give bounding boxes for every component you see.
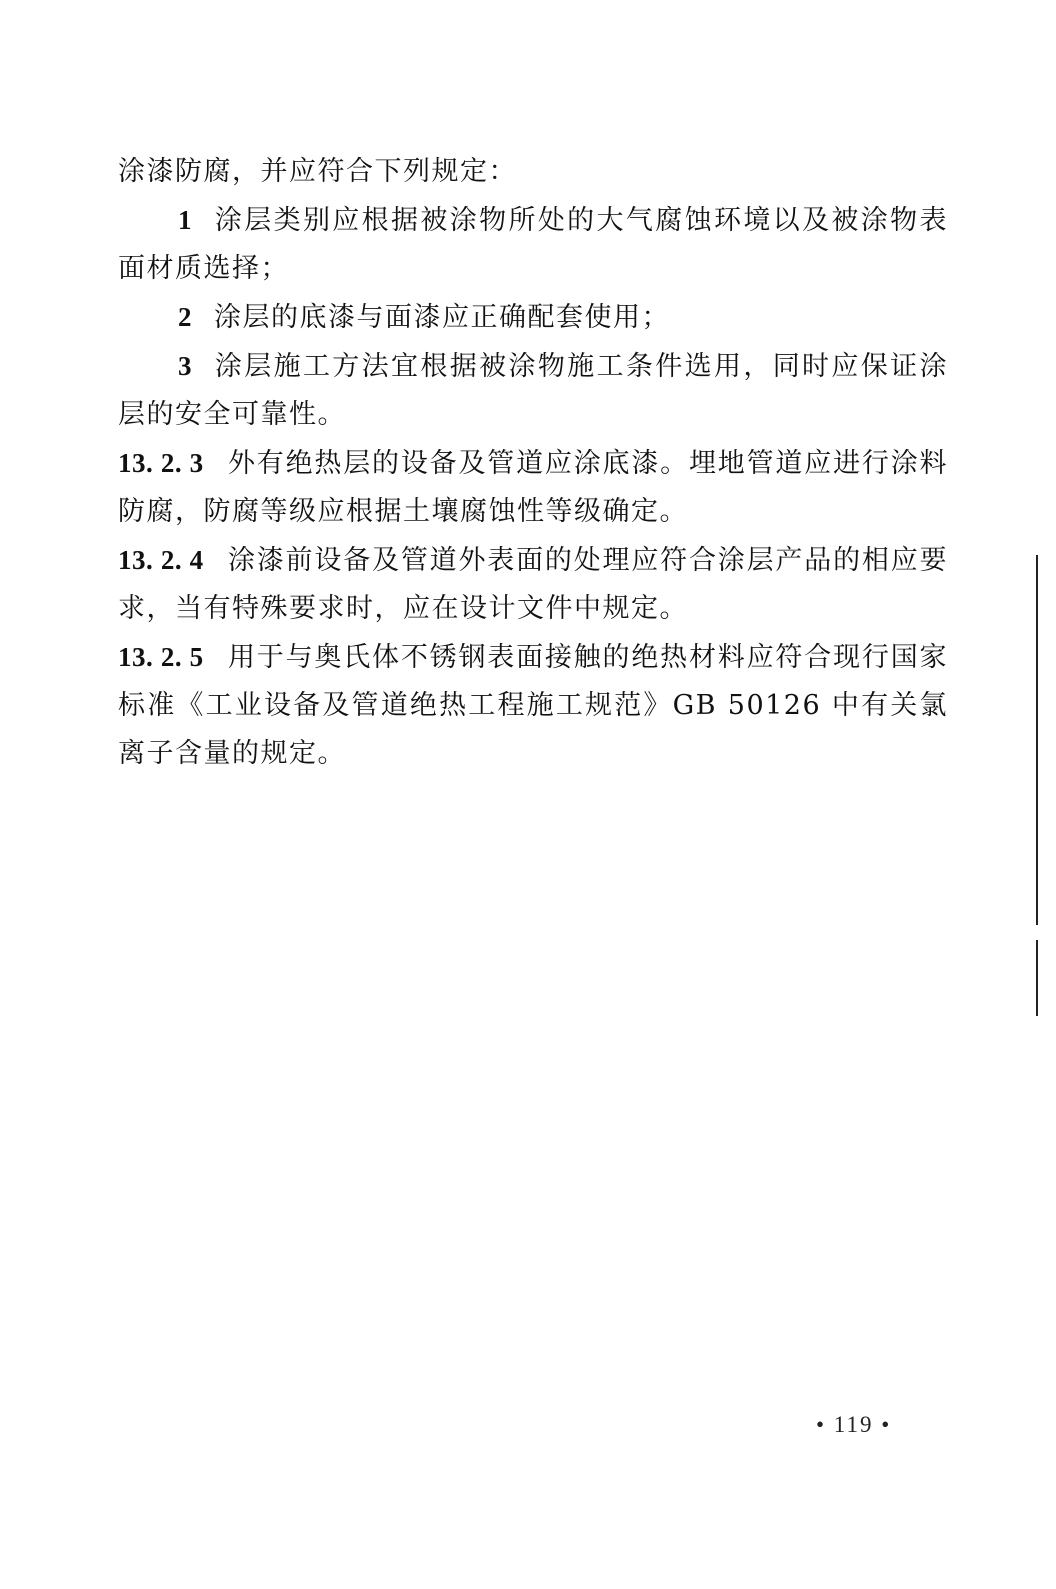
clause-13-2-5 bbox=[118, 633, 948, 778]
scan-edge-line-lower bbox=[1036, 940, 1038, 1016]
clause-13-2-5-number: 13. 2. 5 bbox=[118, 642, 204, 672]
clause-13-2-4-text: 涂漆前设备及管道外表面的处理应符合涂层产品的相应要求，当有特殊要求时，应在设计文件中规定。 bbox=[118, 545, 949, 624]
body-text bbox=[118, 148, 948, 778]
page-number: • 119 • bbox=[816, 1412, 892, 1437]
clause-13-2-3-number: 13. 2. 3 bbox=[118, 448, 204, 478]
list-item-2-text: 涂层的底漆与面漆应正确配套使用； bbox=[214, 302, 670, 333]
list-item-3-text: 涂层施工方法宜根据被涂物施工条件选用，同时应保证涂层的安全可靠性。 bbox=[118, 351, 948, 430]
intro-text: 涂漆防腐，并应符合下列规定： bbox=[118, 156, 517, 187]
list-item-2 bbox=[118, 293, 948, 342]
scan-edge-line bbox=[1036, 555, 1038, 925]
list-item-3-number: 3 bbox=[178, 351, 192, 381]
list-item-3 bbox=[118, 342, 948, 439]
clause-13-2-4-number: 13. 2. 4 bbox=[118, 545, 204, 575]
clause-13-2-3 bbox=[118, 439, 948, 536]
list-item-1-text: 涂层类别应根据被涂物所处的大气腐蚀环境以及被涂物表面材质选择； bbox=[118, 205, 948, 284]
clause-13-2-4 bbox=[118, 536, 948, 633]
clause-13-2-3-text: 外有绝热层的设备及管道应涂底漆。埋地管道应进行涂料防腐，防腐等级应根据土壤腐蚀性等级确定。 bbox=[118, 448, 949, 527]
intro-paragraph bbox=[118, 148, 948, 196]
list-item-2-number: 2 bbox=[178, 302, 192, 332]
clause-13-2-5-text: 用于与奥氏体不锈钢表面接触的绝热材料应符合现行国家标准《工业设备及管道绝热工程施工规范》GB 50126 中有关氯离子含量的规定。 bbox=[118, 642, 949, 769]
list-item-1-number: 1 bbox=[178, 205, 192, 235]
list-item-1 bbox=[118, 196, 948, 293]
